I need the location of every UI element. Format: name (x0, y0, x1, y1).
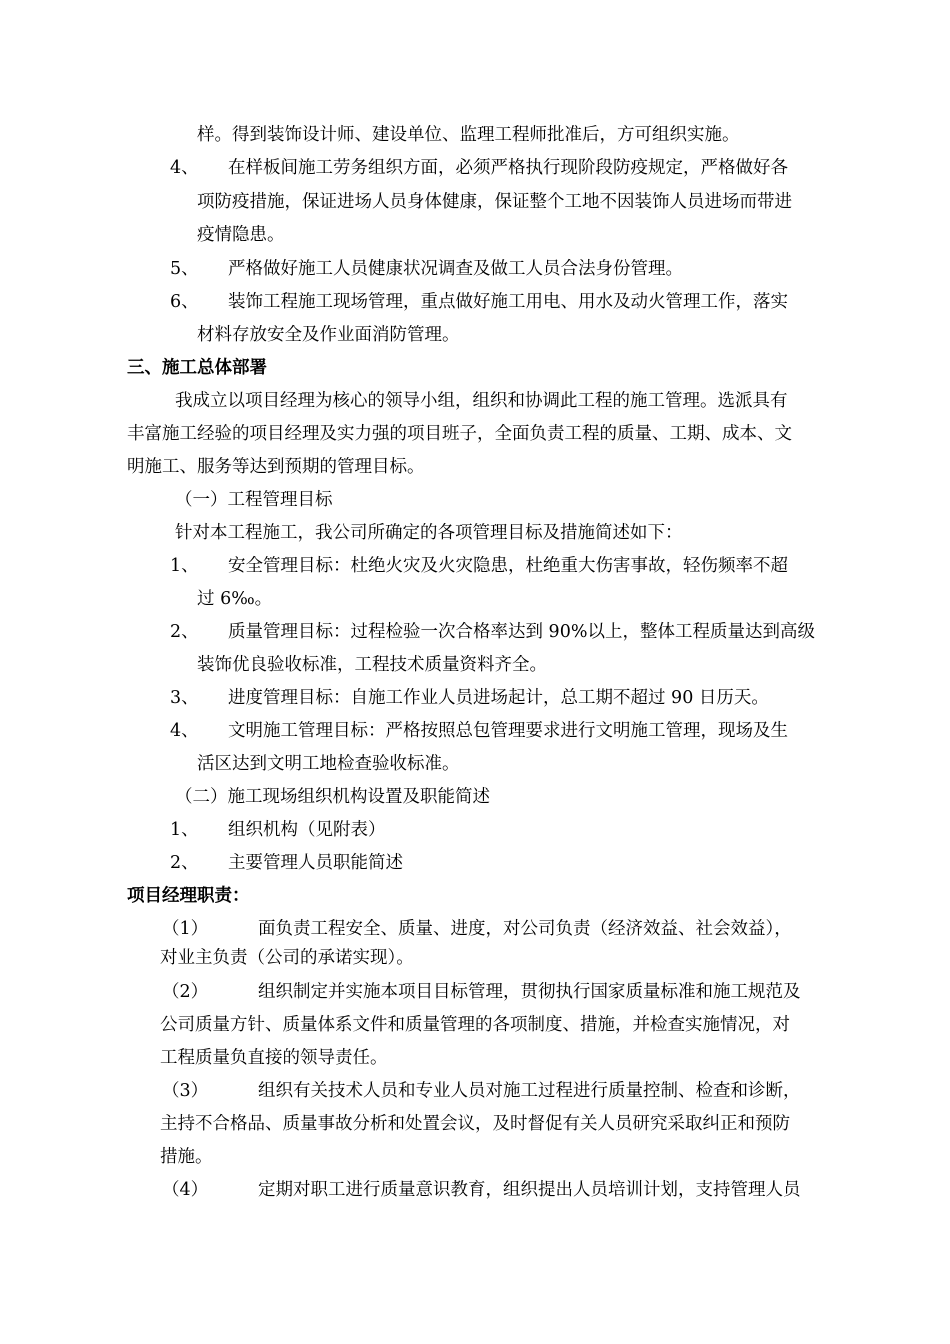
duty-number: （2） (162, 982, 209, 1002)
goal-number: 4、 (170, 721, 199, 741)
duty-text-line: 措施。 (160, 1147, 213, 1167)
paragraph-line: 丰富施工经验的项目经理及实力强的项目班子，全面负责工程的质量、工期、成本、文 (127, 424, 792, 444)
duty-number: （3） (162, 1081, 209, 1101)
org-number: 1、 (170, 820, 199, 840)
item-text-line: 疫情隐患。 (197, 225, 285, 245)
duty-text-line: 工程质量负直接的领导责任。 (160, 1048, 388, 1068)
item-text-line: 项防疫措施，保证进场人员身体健康，保证整个工地不因装饰人员进场而带进 (197, 192, 792, 212)
goal-number: 3、 (170, 688, 199, 708)
item-text-line: 严格做好施工人员健康状况调查及做工人员合法身份管理。 (228, 259, 683, 279)
goal-text-line: 质量管理目标：过程检验一次合格率达到 90%以上，整体工程质量达到高级 (228, 622, 815, 642)
goal-text-line: 文明施工管理目标：严格按照总包管理要求进行文明施工管理，现场及生 (228, 721, 788, 741)
subsection-intro: 针对本工程施工，我公司所确定的各项管理目标及措施简述如下： (175, 523, 683, 543)
org-text-line: 主要管理人员职能简述 (228, 853, 403, 873)
pm-heading: 项目经理职责： (127, 886, 250, 906)
duty-number: （4） (162, 1180, 209, 1200)
item-number: 5、 (170, 259, 199, 279)
paragraph-line: 我成立以项目经理为核心的领导小组，组织和协调此工程的施工管理。选派具有 (175, 391, 788, 411)
duty-text-line: 公司质量方针、质量体系文件和质量管理的各项制度、措施，并检查实施情况，对 (160, 1015, 790, 1035)
goal-text-line: 过 6‰。 (197, 589, 273, 609)
duty-number: （1） (162, 919, 209, 939)
goal-text-line: 安全管理目标：杜绝火灾及火灾隐患，杜绝重大伤害事故，轻伤频率不超 (228, 556, 788, 576)
goal-number: 2、 (170, 622, 199, 642)
goal-text-line: 装饰优良验收标准，工程技术质量资料齐全。 (197, 655, 547, 675)
duty-text-line: 主持不合格品、质量事故分析和处置会议，及时督促有关人员研究采取纠正和预防 (160, 1114, 790, 1134)
goal-number: 1、 (170, 556, 199, 576)
item-text-line: 材料存放安全及作业面消防管理。 (197, 325, 460, 345)
duty-text-line: 组织制定并实施本项目目标管理，贯彻执行国家质量标准和施工规范及 (258, 982, 801, 1002)
subsection-heading: （一）工程管理目标 (175, 490, 333, 510)
item-number: 6、 (170, 292, 199, 312)
subsection-heading: （二）施工现场组织机构设置及职能简述 (175, 787, 490, 807)
item-text-line: 在样板间施工劳务组织方面，必须严格执行现阶段防疫规定，严格做好各 (228, 158, 788, 178)
duty-text-line: 对业主负责（公司的承诺实现）。 (160, 948, 414, 968)
duty-text-line: 定期对职工进行质量意识教育，组织提出人员培训计划，支持管理人员 (258, 1180, 801, 1200)
item-text-line: 装饰工程施工现场管理，重点做好施工用电、用水及动火管理工作，落实 (228, 292, 788, 312)
duty-text-line: 面负责工程安全、质量、进度，对公司负责（经济效益、社会效益）， (258, 919, 792, 939)
duty-text-line: 组织有关技术人员和专业人员对施工过程进行质量控制、检查和诊断， (258, 1081, 801, 1101)
item-number: 4、 (170, 158, 199, 178)
intro-tail-text: 样。得到装饰设计师、建设单位、监理工程师批准后，方可组织实施。 (197, 125, 740, 145)
goal-text-line: 活区达到文明工地检查验收标准。 (197, 754, 460, 774)
org-number: 2、 (170, 853, 199, 873)
goal-text-line: 进度管理目标：自施工作业人员进场起计，总工期不超过 90 日历天。 (228, 688, 769, 708)
section-heading: 三、施工总体部署 (127, 358, 267, 378)
paragraph-line: 明施工、服务等达到预期的管理目标。 (127, 457, 425, 477)
org-text-line: 组织机构（见附表） (228, 820, 386, 840)
